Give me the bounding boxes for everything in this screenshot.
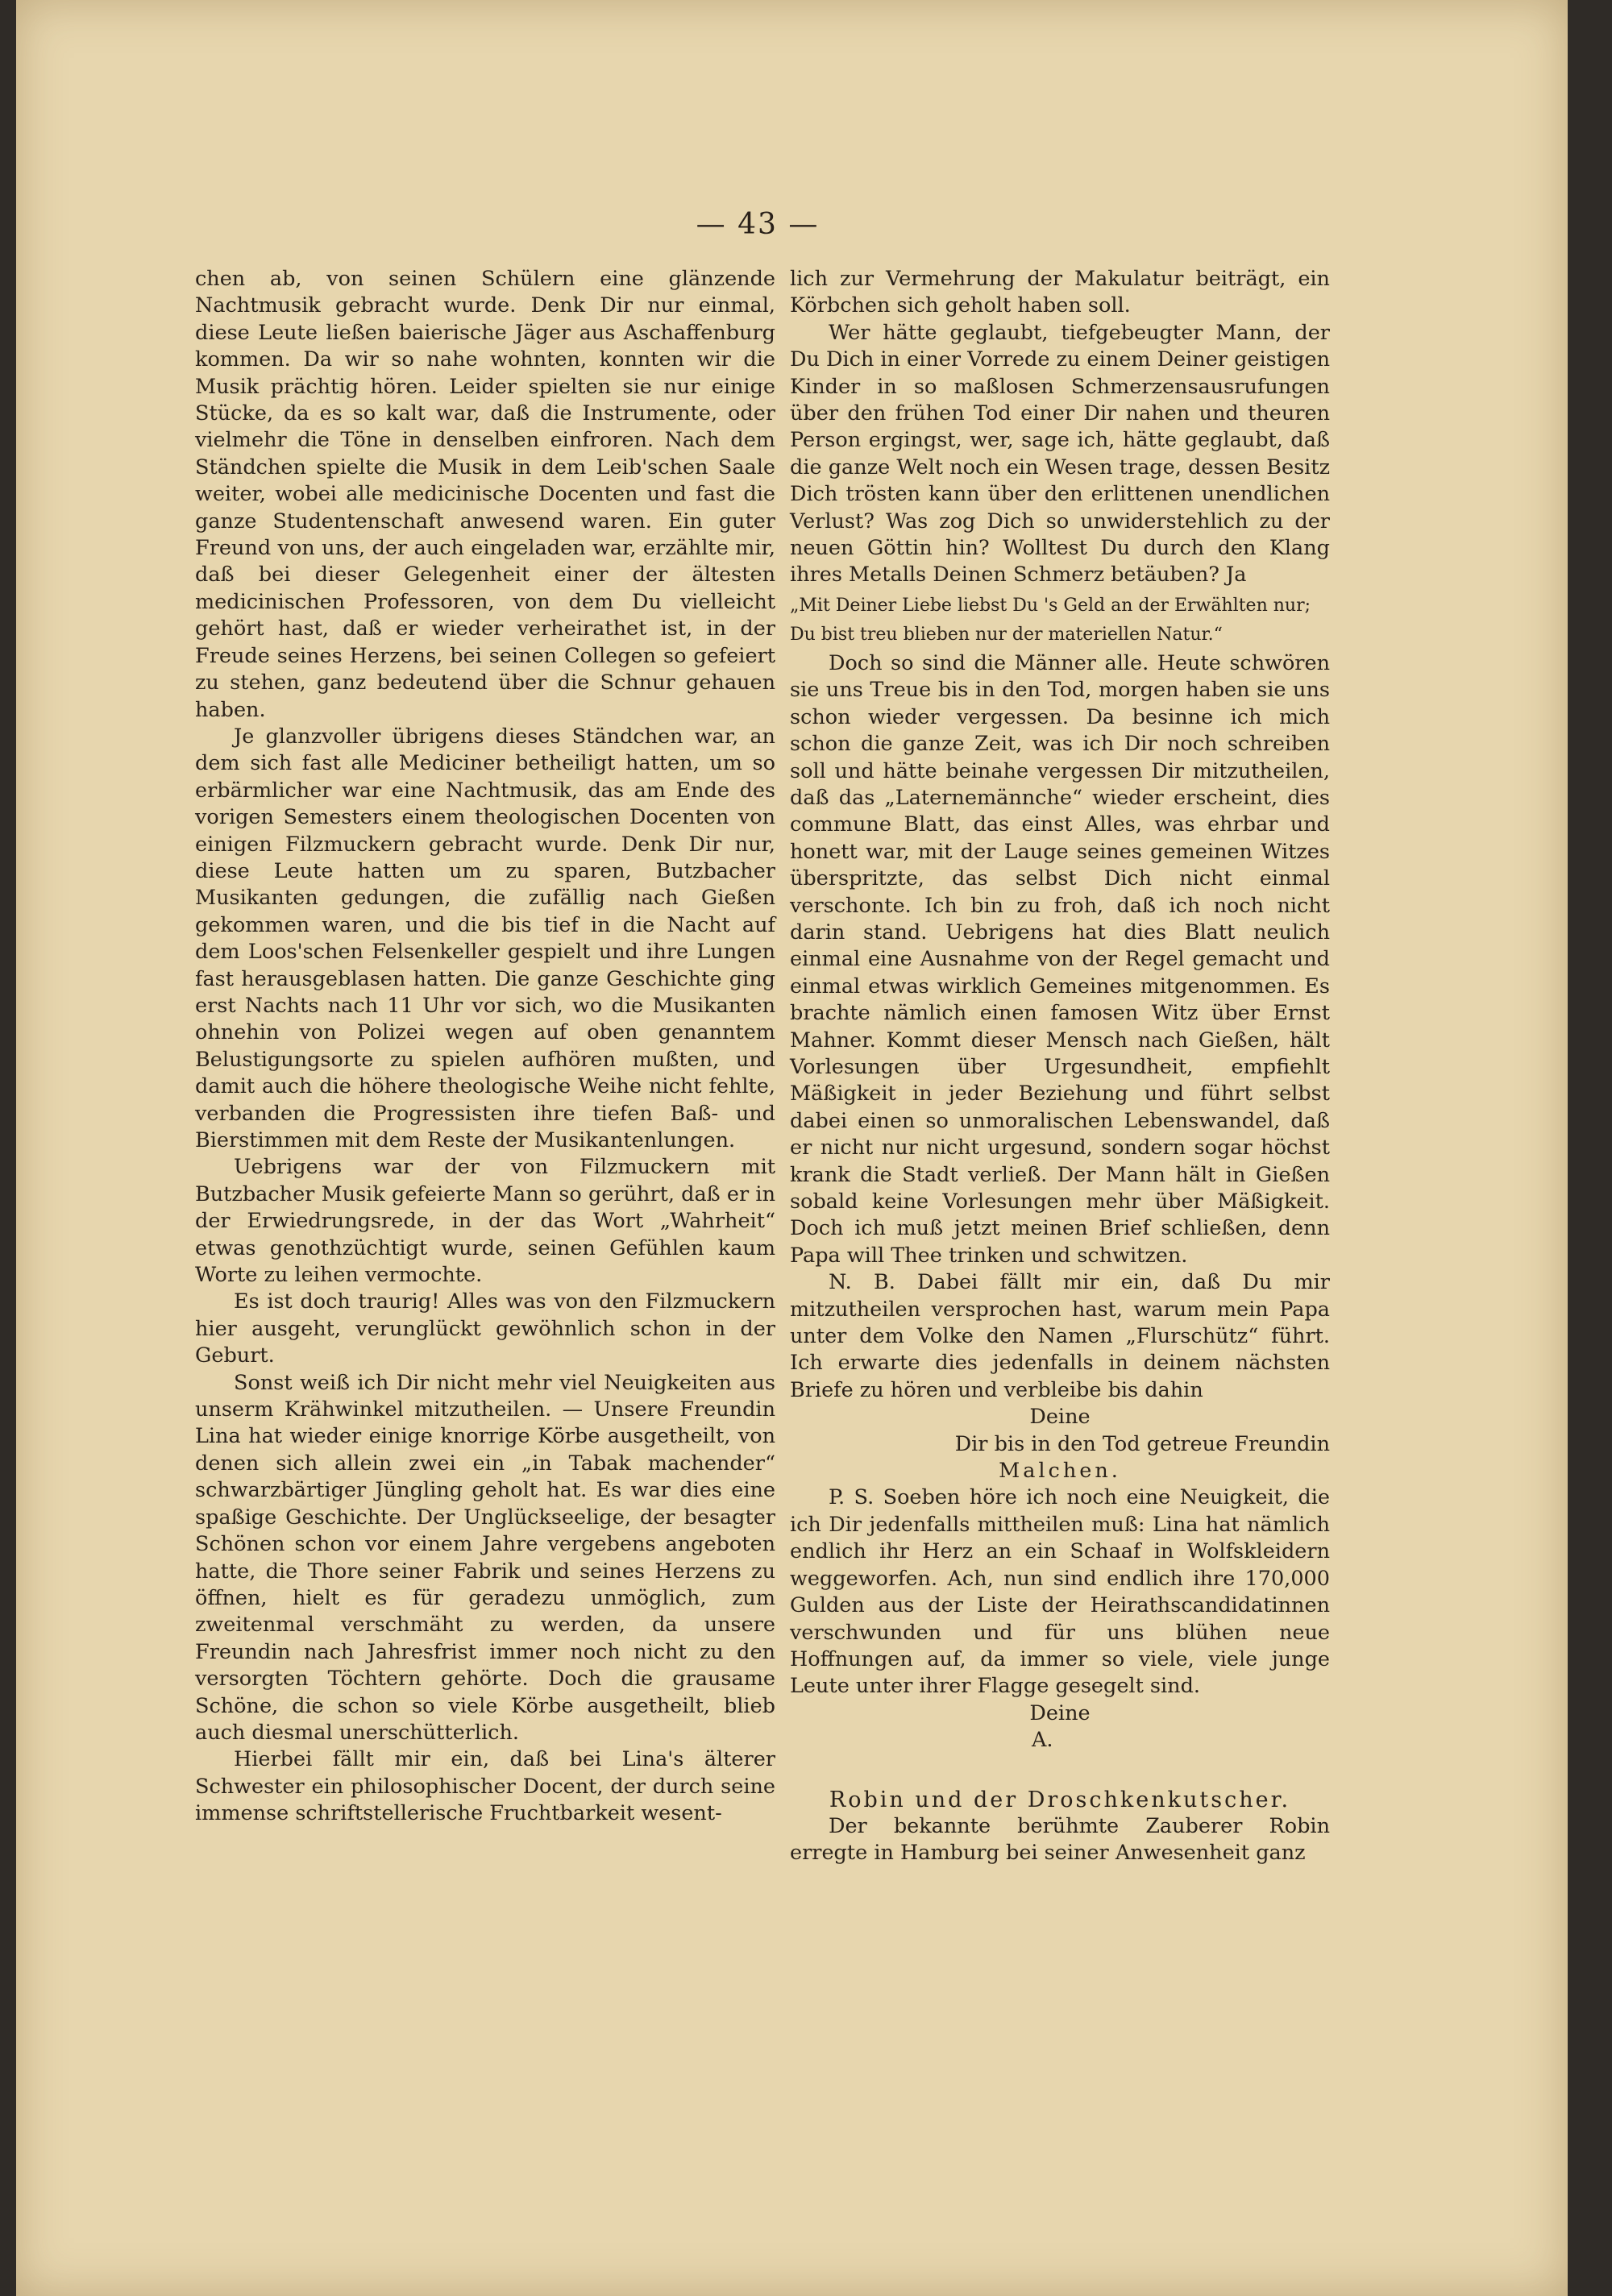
verse-quote: „Mit Deiner Liebe liebst Du 's Geld an der Erwählten nur; <box>790 595 1311 616</box>
newspaper-page <box>16 0 1568 2296</box>
paragraph: N. B. Dabei fällt mir ein, daß Du mir mitzutheilen versprochen hast, warum mein Papa unter dem Volke den Namen „Flurschütz“ führt. Ich erwarte dies jedenfalls in deinem nächsten Briefe zu hören und verbleibe bis dahin <box>790 1270 1330 1402</box>
paragraph: Wer hätte geglaubt, tiefgebeugter Mann, der Du Dich in einer Vorrede zu einem Deiner geistigen Kinder in so maßlosen Schmerzensausrufungen über den frühen Tod einer Dir nahen und theuren Person ergingst, wer, sage ich, hätte geglaubt, daß die ganze Welt noch ein Wesen trage, dessen Besitz Dich trösten kann über den erlittenen unendlichen Verlust? Was zog Dich so unwiderstehlich zu der neuen Göttin hin? Wolltest Du durch den Klang ihres Metalls Deinen Schmerz betäuben? Ja <box>790 320 1330 587</box>
signature: A. <box>1032 1728 1053 1753</box>
paragraph: Sonst weiß ich Dir nicht mehr viel Neuigkeiten aus unserm Krähwinkel mitzutheilen. — Unsere Freundin Lina hat wieder einige knorrige Körbe ausgetheilt, von denen sich allein zwei ein „in Tabak machender“ schwarzbärtiger Jüngling geholt hat. Es war dies eine spaßige Geschichte. Der Unglückseelige, der besagter Schönen schon vor einem Jahre vergebens angeboten hatte, die Thore seiner Fabrik und seines Herzens zu öffnen, hielt es für geradezu unmöglich, zum zweitenmal verschmäht zu werden, da unsere Freundin nach Jahresfrist immer noch nicht zu den versorgten Töchtern gehörte. Doch die grausame Schöne, die schon so viele Körbe ausgetheilt, blieb auch diesmal unerschütterlich. <box>195 1370 775 1745</box>
paragraph: chen ab, von seinen Schülern eine glänzende Nachtmusik gebracht wurde. Denk Dir nur einmal, diese Leute ließen baierische Jäger aus Aschaffenburg kommen. Da wir so nahe wohnten, konnten wir die Musik prächtig hören. Leider spielten sie nur einige Stücke, da es so kalt war, daß die Instrumente, oder vielmehr die Töne in denselben einfroren. Nach dem Ständchen spielte die Musik in dem Leib'schen Saale weiter, wobei alle medicinische Docenten und fast die ganze Studentenschaft anwesend waren. Ein guter Freund von uns, der auch eingeladen war, erzählte mir, daß bei dieser Gelegenheit einer der ältesten medicinischen Professoren, von dem Du vielleicht gehört hast, daß er wieder verheirathet ist, in der Freude seines Herzens, bei seinen Collegen so gefeiert zu stehen, ganz bedeutend über die Schnur gehauen haben. <box>195 267 775 722</box>
page-number: — 43 — <box>696 208 820 241</box>
paragraph: Der bekannte berühmte Zauberer Robin erregte in Hamburg bei seiner Anwesenheit ganz <box>790 1813 1330 1866</box>
paragraph: lich zur Vermehrung der Makulatur beiträgt, ein Körbchen sich geholt haben soll. <box>790 267 1330 318</box>
paragraph: Hierbei fällt mir ein, daß bei Lina's älterer Schwester ein philosophischer Docent, der durch seine immense schriftstellerische Fruchtbarkeit wesent- <box>195 1747 775 1826</box>
left-column <box>195 266 775 1828</box>
right-column <box>790 266 1330 1867</box>
paragraph: Doch so sind die Männer alle. Heute schwören sie uns Treue bis in den Tod, morgen haben sie uns schon wieder vergessen. Da besinne ich mich schon die ganze Zeit, was ich Dir noch schreiben soll und hätte beinahe vergessen Dir mitzutheilen, daß das „Laternemännche“ wieder erscheint, dies commune Blatt, das einst Alles, was ehrbar und honett war, mit der Lauge seines gemeinen Witzes überspritzte, das selbst Dich nicht einmal verschonte. Ich bin zu froh, daß ich noch nicht darin stand. Uebrigens hat dies Blatt neulich einmal eine Ausnahme von der Regel gemacht und einmal etwas wirklich Gemeines mitgenommen. Es brachte nämlich einen famosen Witz über Ernst Mahner. Kommt dieser Mensch nach Gießen, hält Vorlesungen über Urgesundheit, empfiehlt Mäßigkeit in jeder Beziehung und führt selbst dabei einen so unmoralischen Lebenswandel, daß er nicht nur nicht urgesund, sondern sogar höchst krank die Stadt verließ. Der Mann hält in Gießen sobald keine Vorlesungen mehr über Mäßigkeit. Doch ich muß jetzt meinen Brief schließen, denn Papa will Thee trinken und schwitzen. <box>790 650 1330 1268</box>
closing: Deine <box>1029 1405 1091 1430</box>
signature: Malchen. <box>999 1459 1121 1484</box>
paragraph: Je glanzvoller übrigens dieses Ständchen war, an dem sich fast alle Mediciner betheiligt hatten, um so erbärmlicher war eine Nachtmusik, das am Ende des vorigen Semesters einem theologischen Docenten von einigen Filzmuckern gebracht wurde. Denk Dir nur, diese Leute hatten um zu sparen, Butzbacher Musikanten gedungen, die zufällig nach Gießen gekommen waren, und die bis tief in die Nacht auf dem Loos'schen Felsenkeller gespielt und ihre Lungen fast herausgeblasen hatten. Die ganze Geschichte ging erst Nachts nach 11 Uhr vor sich, wo die Musikanten ohnehin von Polizei wegen auf oben genanntem Belustigungsorte zu spielen aufhören mußten, und damit auch die höhere theologische Weihe nicht fehlte, verbanden die Progressisten ihre tiefen Baß- und Bierstimmen mit dem Reste der Musikantenlungen. <box>195 724 775 1152</box>
closing: Deine <box>1029 1700 1091 1725</box>
paragraph: Es ist doch traurig! Alles was von den Filzmuckern hier ausgeht, verunglückt gewöhnlich schon in der Geburt. <box>195 1289 775 1368</box>
article-heading: Robin und der Droschkenkutscher. <box>829 1787 1291 1812</box>
paragraph: P. S. Soeben höre ich noch eine Neuigkeit, die ich Dir jedenfalls mittheilen muß: Lina hat nämlich endlich ihr Herz an ein Schaaf in Wolfskleidern weggeworfen. Ach, nun sind endlich ihre 170,000 Gulden aus der Liste der Heirathscandidatinnen verschwunden und für uns blühen neue Hoffnungen auf, da immer so viele, viele junge Leute unter ihrer Flagge gesegelt sind. <box>790 1485 1330 1699</box>
verse-quote: Du bist treu blieben nur der materiellen Natur.“ <box>790 624 1223 645</box>
closing: Dir bis in den Tod getreue Freundin <box>954 1431 1330 1456</box>
paragraph: Uebrigens war der von Filzmuckern mit Butzbacher Musik gefeierte Mann so gerührt, daß er in der Erwiedrungsrede, in der das Wort „Wahrheit“ etwas genothzüchtigt wurde, seinen Gefühlen kaum Worte zu leihen vermochte. <box>195 1155 775 1288</box>
